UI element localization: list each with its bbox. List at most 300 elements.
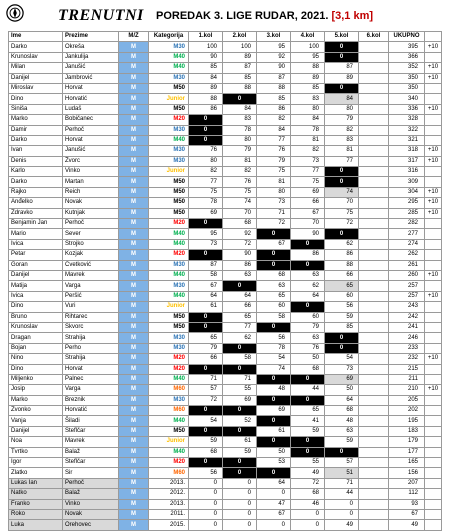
cell-first-name: Danijel xyxy=(9,73,63,83)
table-row xyxy=(9,322,442,332)
cell-bonus xyxy=(425,489,442,499)
cell-bonus xyxy=(425,499,442,509)
cell-round-2: 85 xyxy=(223,73,257,83)
cell-last-name: Janušić xyxy=(63,146,119,156)
cell-round-4: 95 xyxy=(291,52,325,62)
cell-gender: M xyxy=(119,167,149,177)
cell-gender: M xyxy=(119,260,149,270)
cell-total: 340 xyxy=(389,94,425,104)
cell-round-3: 0 xyxy=(257,322,291,332)
cell-bonus: +10 xyxy=(425,156,442,166)
cell-round-6 xyxy=(359,63,389,73)
cell-round-6 xyxy=(359,42,389,52)
cell-total: 49 xyxy=(389,520,425,530)
cell-round-6 xyxy=(359,250,389,260)
cell-round-6 xyxy=(359,437,389,447)
cell-round-6 xyxy=(359,333,389,343)
table-row xyxy=(9,395,442,405)
cell-round-3: 69 xyxy=(257,406,291,416)
cell-round-6 xyxy=(359,478,389,488)
cell-round-6 xyxy=(359,406,389,416)
cell-bonus xyxy=(425,302,442,312)
cell-first-name: Luka xyxy=(9,520,63,530)
cell-round-1: 0 xyxy=(189,520,223,530)
cell-round-2: 0 xyxy=(223,499,257,509)
cell-gender: M xyxy=(119,73,149,83)
cell-total: 304 xyxy=(389,187,425,197)
cell-round-1: 0 xyxy=(189,458,223,468)
cell-round-5: 0 xyxy=(325,343,359,353)
cell-bonus xyxy=(425,395,442,405)
cell-round-2: 76 xyxy=(223,177,257,187)
column-header: Prezime xyxy=(63,32,119,42)
cell-round-1: 56 xyxy=(189,468,223,478)
cell-gender: M xyxy=(119,333,149,343)
cell-round-2: 65 xyxy=(223,312,257,322)
cell-round-5: 0 xyxy=(325,447,359,457)
cell-total: 183 xyxy=(389,426,425,436)
cell-round-2: 55 xyxy=(223,385,257,395)
cell-round-5: 80 xyxy=(325,104,359,114)
cell-category: 2012. xyxy=(149,489,189,499)
cell-gender: M xyxy=(119,374,149,384)
cell-round-5: 70 xyxy=(325,198,359,208)
cell-round-2: 0 xyxy=(223,364,257,374)
cell-round-4: 75 xyxy=(291,177,325,187)
cell-category: M20 xyxy=(149,115,189,125)
cell-category: 2013. xyxy=(149,499,189,509)
cell-round-6 xyxy=(359,354,389,364)
cell-round-5: 63 xyxy=(325,426,359,436)
cell-first-name: Matija xyxy=(9,281,63,291)
cell-total: 260 xyxy=(389,270,425,280)
cell-category: 2013. xyxy=(149,478,189,488)
cell-round-6 xyxy=(359,94,389,104)
cell-last-name: Šiladi xyxy=(63,416,119,426)
cell-gender: M xyxy=(119,322,149,332)
cell-gender: M xyxy=(119,458,149,468)
cell-total: 282 xyxy=(389,219,425,229)
cell-category: M20 xyxy=(149,250,189,260)
cell-category: M40 xyxy=(149,63,189,73)
cell-round-3: 74 xyxy=(257,364,291,374)
cell-round-2: 74 xyxy=(223,198,257,208)
table-row xyxy=(9,312,442,322)
cell-total: 350 xyxy=(389,83,425,93)
cell-first-name: Dino xyxy=(9,364,63,374)
cell-bonus: +10 xyxy=(425,42,442,52)
cell-round-3: 0 xyxy=(257,416,291,426)
cell-round-2: 0 xyxy=(223,343,257,353)
cell-round-3: 0 xyxy=(257,374,291,384)
cell-bonus xyxy=(425,437,442,447)
cell-gender: M xyxy=(119,437,149,447)
cell-round-3: 0 xyxy=(257,468,291,478)
cell-round-3: 95 xyxy=(257,42,291,52)
cell-category: M40 xyxy=(149,416,189,426)
cell-round-1: 54 xyxy=(189,416,223,426)
cell-round-2: 92 xyxy=(223,229,257,239)
cell-category: M50 xyxy=(149,198,189,208)
cell-round-3: 0 xyxy=(257,489,291,499)
cell-round-4: 65 xyxy=(291,406,325,416)
cell-round-6 xyxy=(359,312,389,322)
cell-bonus: +10 xyxy=(425,208,442,218)
cell-first-name: Nino xyxy=(9,354,63,364)
cell-first-name: Ivica xyxy=(9,291,63,301)
cell-first-name: Damir xyxy=(9,125,63,135)
cell-round-4: 86 xyxy=(291,250,325,260)
cell-first-name: Darko xyxy=(9,135,63,145)
cell-round-2: 90 xyxy=(223,250,257,260)
cell-round-4: 46 xyxy=(291,499,325,509)
cell-round-4: 0 xyxy=(291,509,325,519)
cell-round-5: 0 xyxy=(325,499,359,509)
cell-round-2: 59 xyxy=(223,447,257,457)
table-header-row xyxy=(9,32,442,42)
cell-first-name: Tvrtko xyxy=(9,447,63,457)
cell-category: M40 xyxy=(149,239,189,249)
cell-round-2: 77 xyxy=(223,322,257,332)
cell-last-name: Kozjak xyxy=(63,250,119,260)
cell-round-1: 69 xyxy=(189,208,223,218)
cell-round-4: 89 xyxy=(291,73,325,83)
cell-round-4: 68 xyxy=(291,364,325,374)
cell-category: M40 xyxy=(149,135,189,145)
cell-total: 195 xyxy=(389,416,425,426)
cell-gender: M xyxy=(119,291,149,301)
cell-round-2: 63 xyxy=(223,270,257,280)
cell-round-4: 0 xyxy=(291,395,325,405)
cell-total: 336 xyxy=(389,104,425,114)
cell-round-1: 0 xyxy=(189,322,223,332)
cell-first-name: Miljenko xyxy=(9,374,63,384)
cell-last-name: Reich xyxy=(63,187,119,197)
cell-round-6 xyxy=(359,177,389,187)
cell-round-6 xyxy=(359,270,389,280)
cell-round-3: 67 xyxy=(257,509,291,519)
cell-bonus xyxy=(425,219,442,229)
cell-round-4: 0 xyxy=(291,374,325,384)
cell-round-1: 0 xyxy=(189,312,223,322)
cell-bonus: +10 xyxy=(425,146,442,156)
cell-round-3: 78 xyxy=(257,343,291,353)
cell-bonus: +10 xyxy=(425,291,442,301)
cell-gender: M xyxy=(119,187,149,197)
cell-bonus: +10 xyxy=(425,270,442,280)
cell-gender: M xyxy=(119,156,149,166)
cell-round-2: 78 xyxy=(223,125,257,135)
cell-round-2: 83 xyxy=(223,115,257,125)
cell-round-1: 0 xyxy=(189,250,223,260)
table-row xyxy=(9,302,442,312)
cell-round-3: 60 xyxy=(257,302,291,312)
cell-total: 233 xyxy=(389,343,425,353)
cell-round-6 xyxy=(359,198,389,208)
table-row xyxy=(9,406,442,416)
cell-round-4: 66 xyxy=(291,198,325,208)
table-row xyxy=(9,125,442,135)
cell-round-5: 0 xyxy=(325,229,359,239)
cell-category: M40 xyxy=(149,374,189,384)
cell-round-5: 0 xyxy=(325,167,359,177)
cell-total: 215 xyxy=(389,364,425,374)
cell-gender: M xyxy=(119,426,149,436)
cell-round-4: 0 xyxy=(291,520,325,530)
cell-gender: M xyxy=(119,302,149,312)
cell-round-4: 72 xyxy=(291,478,325,488)
cell-round-1: 0 xyxy=(189,499,223,509)
table-row xyxy=(9,468,442,478)
cell-round-2: 79 xyxy=(223,146,257,156)
cell-round-3: 61 xyxy=(257,426,291,436)
cell-last-name: Cvetković xyxy=(63,260,119,270)
cell-last-name: Strahija xyxy=(63,333,119,343)
cell-last-name: Vinko xyxy=(63,167,119,177)
cell-category: M20 xyxy=(149,458,189,468)
cell-round-4: 68 xyxy=(291,489,325,499)
cell-category: M20 xyxy=(149,364,189,374)
cell-round-5: 84 xyxy=(325,94,359,104)
cell-category: M50 xyxy=(149,177,189,187)
cell-round-1: 0 xyxy=(189,115,223,125)
cell-last-name: Kutnjak xyxy=(63,208,119,218)
cell-first-name: Vanja xyxy=(9,416,63,426)
cell-gender: M xyxy=(119,125,149,135)
cell-last-name: Martan xyxy=(63,177,119,187)
cell-first-name: Siniša xyxy=(9,104,63,114)
cell-total: 262 xyxy=(389,250,425,260)
cell-round-4: 44 xyxy=(291,385,325,395)
cell-round-4: 82 xyxy=(291,146,325,156)
cell-last-name: Mavrek xyxy=(63,270,119,280)
column-header: 6.kol xyxy=(359,32,389,42)
column-header: UKUPNO xyxy=(389,32,425,42)
cell-round-1: 85 xyxy=(189,63,223,73)
cell-round-2: 0 xyxy=(223,478,257,488)
cell-round-6 xyxy=(359,52,389,62)
cell-round-1: 71 xyxy=(189,374,223,384)
table-row xyxy=(9,509,442,519)
cell-round-6 xyxy=(359,520,389,530)
table-row xyxy=(9,115,442,125)
table-row xyxy=(9,270,442,280)
cell-category: Junior xyxy=(149,94,189,104)
cell-last-name: Strojko xyxy=(63,239,119,249)
cell-category: 2011. xyxy=(149,509,189,519)
cell-round-5: 0 xyxy=(325,177,359,187)
cell-first-name: Benjamin Jan xyxy=(9,219,63,229)
cell-round-2: 72 xyxy=(223,239,257,249)
cell-round-1: 82 xyxy=(189,167,223,177)
cell-round-4: 77 xyxy=(291,167,325,177)
table-row xyxy=(9,187,442,197)
cell-round-6 xyxy=(359,239,389,249)
cell-first-name: Ivan xyxy=(9,146,63,156)
cell-round-3: 0 xyxy=(257,229,291,239)
cell-round-6 xyxy=(359,208,389,218)
cell-round-3: 77 xyxy=(257,135,291,145)
cell-last-name: Janušić xyxy=(63,63,119,73)
cell-bonus xyxy=(425,250,442,260)
table-row xyxy=(9,499,442,509)
cell-round-6 xyxy=(359,146,389,156)
cell-round-6 xyxy=(359,489,389,499)
cell-total: 261 xyxy=(389,260,425,270)
cell-round-4: 62 xyxy=(291,281,325,291)
cell-total: 350 xyxy=(389,73,425,83)
column-header: 3.kol xyxy=(257,32,291,42)
cell-category: M30 xyxy=(149,125,189,135)
cell-gender: M xyxy=(119,208,149,218)
cell-total: 93 xyxy=(389,499,425,509)
cell-round-5: 86 xyxy=(325,250,359,260)
cell-category: M40 xyxy=(149,447,189,457)
cell-round-1: 73 xyxy=(189,239,223,249)
cell-round-5: 0 xyxy=(325,509,359,519)
table-row xyxy=(9,520,442,530)
cell-last-name: Horvat xyxy=(63,364,119,374)
cell-round-5: 56 xyxy=(325,302,359,312)
cell-round-6 xyxy=(359,219,389,229)
table-row xyxy=(9,52,442,62)
cell-round-2: 62 xyxy=(223,333,257,343)
cell-total: 67 xyxy=(389,509,425,519)
cell-first-name: Dragan xyxy=(9,333,63,343)
cell-first-name: Lukas Ian xyxy=(9,478,63,488)
cell-first-name: Noa xyxy=(9,437,63,447)
cell-round-6 xyxy=(359,167,389,177)
table-row xyxy=(9,333,442,343)
cell-total: 202 xyxy=(389,406,425,416)
table-row xyxy=(9,198,442,208)
cell-round-3: 54 xyxy=(257,354,291,364)
cell-round-1: 80 xyxy=(189,156,223,166)
cell-last-name: Palnec xyxy=(63,374,119,384)
cell-round-6 xyxy=(359,322,389,332)
cell-round-3: 50 xyxy=(257,447,291,457)
cell-gender: M xyxy=(119,52,149,62)
cell-round-4: 100 xyxy=(291,42,325,52)
cell-round-6 xyxy=(359,426,389,436)
cell-round-5: 57 xyxy=(325,458,359,468)
cell-round-1: 0 xyxy=(189,364,223,374)
cell-round-4: 73 xyxy=(291,156,325,166)
cell-bonus xyxy=(425,468,442,478)
cell-last-name: Žvorc xyxy=(63,156,119,166)
cell-round-6 xyxy=(359,229,389,239)
cell-round-5: 44 xyxy=(325,489,359,499)
cell-round-4: 55 xyxy=(291,458,325,468)
cell-gender: M xyxy=(119,198,149,208)
cell-round-6 xyxy=(359,343,389,353)
cell-bonus xyxy=(425,406,442,416)
cell-bonus: +10 xyxy=(425,354,442,364)
cell-gender: M xyxy=(119,94,149,104)
cell-round-4: 59 xyxy=(291,426,325,436)
cell-last-name: Sever xyxy=(63,229,119,239)
cell-last-name: Ludaš xyxy=(63,104,119,114)
cell-first-name: Marko xyxy=(9,115,63,125)
cell-round-1: 89 xyxy=(189,83,223,93)
table-row xyxy=(9,239,442,249)
cell-round-4: 76 xyxy=(291,343,325,353)
cell-bonus xyxy=(425,447,442,457)
cell-last-name: Sir xyxy=(63,468,119,478)
cell-round-2: 0 xyxy=(223,489,257,499)
cell-last-name: Balaž xyxy=(63,489,119,499)
cell-last-name: Jankulija xyxy=(63,52,119,62)
cell-first-name: Dino xyxy=(9,94,63,104)
cell-round-3: 0 xyxy=(257,437,291,447)
cell-category: M30 xyxy=(149,73,189,83)
cell-round-3: 58 xyxy=(257,312,291,322)
cell-last-name: Varga xyxy=(63,281,119,291)
cell-round-3: 72 xyxy=(257,219,291,229)
cell-first-name: Petar xyxy=(9,250,63,260)
cell-total: 211 xyxy=(389,374,425,384)
cell-round-5: 81 xyxy=(325,146,359,156)
cell-total: 112 xyxy=(389,489,425,499)
cell-round-4: 64 xyxy=(291,291,325,301)
cell-round-3: 75 xyxy=(257,167,291,177)
cell-round-6 xyxy=(359,395,389,405)
cell-first-name: Ivica xyxy=(9,239,63,249)
table-row xyxy=(9,250,442,260)
cell-last-name: Breznik xyxy=(63,395,119,405)
cell-total: 246 xyxy=(389,333,425,343)
cell-category: M40 xyxy=(149,270,189,280)
cell-round-1: 0 xyxy=(189,125,223,135)
cell-last-name: Perhoč xyxy=(63,219,119,229)
cell-round-1: 88 xyxy=(189,94,223,104)
cell-round-3: 56 xyxy=(257,333,291,343)
cell-first-name: Rajko xyxy=(9,187,63,197)
cell-last-name: Orehovec xyxy=(63,520,119,530)
cell-total: 317 xyxy=(389,156,425,166)
table-row xyxy=(9,63,442,73)
cell-round-2: 0 xyxy=(223,509,257,519)
cell-round-1: 95 xyxy=(189,229,223,239)
cell-round-6 xyxy=(359,447,389,457)
cell-round-3: 47 xyxy=(257,499,291,509)
cell-total: 321 xyxy=(389,135,425,145)
cell-round-1: 0 xyxy=(189,478,223,488)
cell-bonus: +10 xyxy=(425,104,442,114)
cell-round-2: 64 xyxy=(223,291,257,301)
column-header: 1.kol xyxy=(189,32,223,42)
cell-round-6 xyxy=(359,302,389,312)
cell-total: 156 xyxy=(389,468,425,478)
cell-category: M30 xyxy=(149,333,189,343)
cell-first-name: Goran xyxy=(9,260,63,270)
cell-round-3: 81 xyxy=(257,177,291,187)
cell-bonus xyxy=(425,478,442,488)
cell-first-name: Denis xyxy=(9,156,63,166)
cell-round-3: 71 xyxy=(257,208,291,218)
cell-round-3: 87 xyxy=(257,73,291,83)
cell-round-1: 64 xyxy=(189,291,223,301)
cell-category: M60 xyxy=(149,385,189,395)
cell-total: 395 xyxy=(389,42,425,52)
cell-last-name: Vuri xyxy=(63,302,119,312)
cell-round-6 xyxy=(359,364,389,374)
cell-round-4: 0 xyxy=(291,260,325,270)
cell-gender: M xyxy=(119,42,149,52)
cell-round-6 xyxy=(359,83,389,93)
table-row xyxy=(9,374,442,384)
cell-bonus xyxy=(425,374,442,384)
